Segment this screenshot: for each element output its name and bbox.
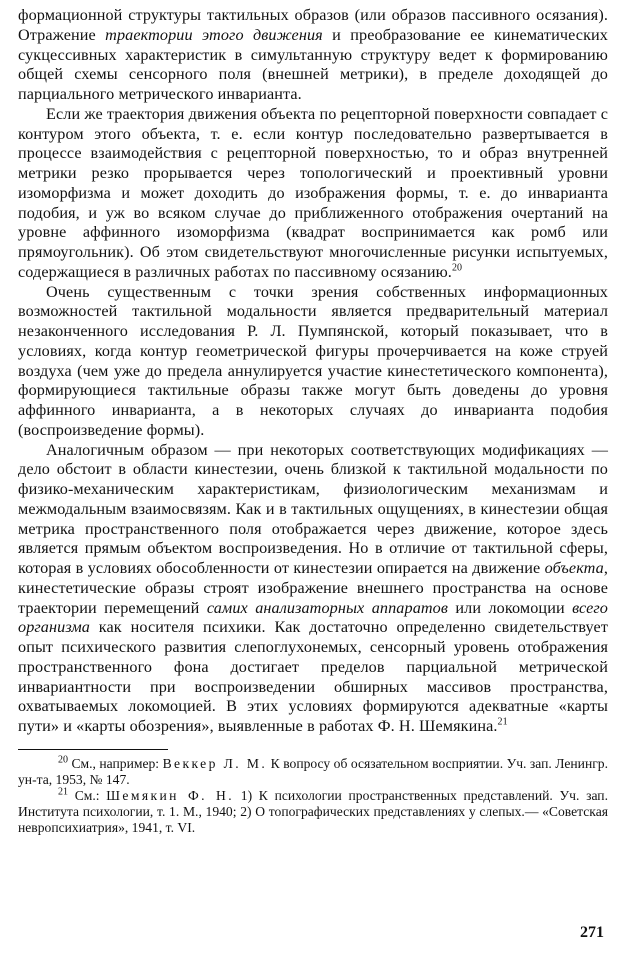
p4-part-a: Аналогичным образом — при некоторых соответствующих модификациях — дело обстоит в области кинестезии, очень близкой к тактильной модальности по физико-механическим характеристикам, физиологическим механизмам и межмодальным взаимосвязям. Как и в тактильных ощущениях, в кинестезии общая метрика пространственного поля отображается через движение, которое здесь является прямым объектом воспроизведения. Но в отличие от тактильной сферы, которая в условиях обособленности от кинестезии опирается на движение xyxy=(18,440,608,577)
p2-text: Если же траектория движения объекта по рецепторной поверхности совпадает с контуром этого объекта, т. е. если контур последовательно развертывается в процессе взаимодействия с рецепторной поверхностью, то и образ внутренней метрики резко прорывается через топологический и проективный уровни изоморфизма и может доходить до изображения формы, т. е. до инварианта подобия, и уж во всяком случае до приближенного отображения очертаний на уровне аффинного изоморфизма (квадрат воспринимается как ромб или прямоугольник). Об этом свидетельствуют многочисленные рисунки испытуемых, содержащиеся в различных работах по пассивному осязанию. xyxy=(18,104,608,281)
footnote-20-number: 20 xyxy=(58,754,68,766)
p1-italic-phrase: траектории этого движения xyxy=(105,25,323,44)
paragraph-3: Очень существенным с точки зрения собственных информационных возможностей тактильной модальности является предварительный материал незаконченного исследования Р. Л. Пумпянской, который показывает, что в условиях, когда контур геометрической фигуры прочерчивается на коже струей воздуха (чем уже до предела аннулируется участие кинестетического компонента), формирующиеся тактильные образы также могут быть доведены до уровня аффинного инварианта, а в некоторых случаях до инварианта подобия (воспроизведение формы). xyxy=(18,282,608,439)
footnote-21 xyxy=(18,788,608,836)
p1-part-a: формационной структуры тактильных образов (или образов пассивного осязания). Отражение xyxy=(18,6,608,44)
footnote-divider xyxy=(18,749,168,750)
footnote-ref-20[interactable]: 20 xyxy=(451,262,463,274)
page-number: 271 xyxy=(580,924,604,941)
p4-italic-organism-b: организма xyxy=(18,618,90,637)
footnote-20-text: К вопросу об осязательном восприятии. Уч. зап. Ленингр. ун-та, 1953, № 147. xyxy=(18,755,608,787)
p4-italic-apparatus: самих анализаторных аппаратов xyxy=(206,598,449,617)
footnote-20-prefix: См., например: xyxy=(71,755,160,771)
p4-part-d: как носителя психики. Как достаточно определенно свидетельствует опыт психического развития слепоглухонемых, сенсорный уровень отображения пространственного фона достигает пределов парциальной метрической инвариантности при воспроизведении обширных массивов пространства, охватываемых локомоцией. В этих условиях формируются адекватные «карты пути» и «карты обозрения», выявленные в работах Ф. Н. Шемякина. xyxy=(18,618,608,735)
p4-part-b: , кинестетические образы строят изображение внешнего пространства на основе траектории перемещений xyxy=(18,559,608,617)
paragraph-2 xyxy=(18,105,608,283)
paragraph-1 xyxy=(18,6,608,105)
footnote-20-author: Веккер Л. М. xyxy=(162,755,268,771)
footnote-20 xyxy=(18,756,608,788)
p4-italic-object: объекта xyxy=(544,559,604,577)
p4-part-c: или локомоции xyxy=(448,598,573,617)
p4-italic-organism-a: всего xyxy=(572,598,609,617)
body-text xyxy=(18,6,608,737)
footnote-21-number: 21 xyxy=(58,786,68,798)
paragraph-4 xyxy=(18,441,608,737)
footnote-ref-21[interactable]: 21 xyxy=(497,716,508,728)
footnote-21-text: 1) К психологии пространственных представлений. Уч. зап. Института психологии, т. 1. М., 1940; 2) О топографических представлениях у слепых.— «Советская невропсихиатрия», 1941, т. VI. xyxy=(18,787,608,835)
footnote-21-author: Шемякин Ф. Н. xyxy=(106,787,235,803)
footnote-21-prefix: См.: xyxy=(74,787,100,803)
p1-part-b: и преобразование ее кинематических сукцессивных характеристик в симультанную структуру ведет к формированию общей схемы сенсорного поля (внешней метрики), в пределе доходящей до парциального метрического инварианта. xyxy=(18,25,608,103)
